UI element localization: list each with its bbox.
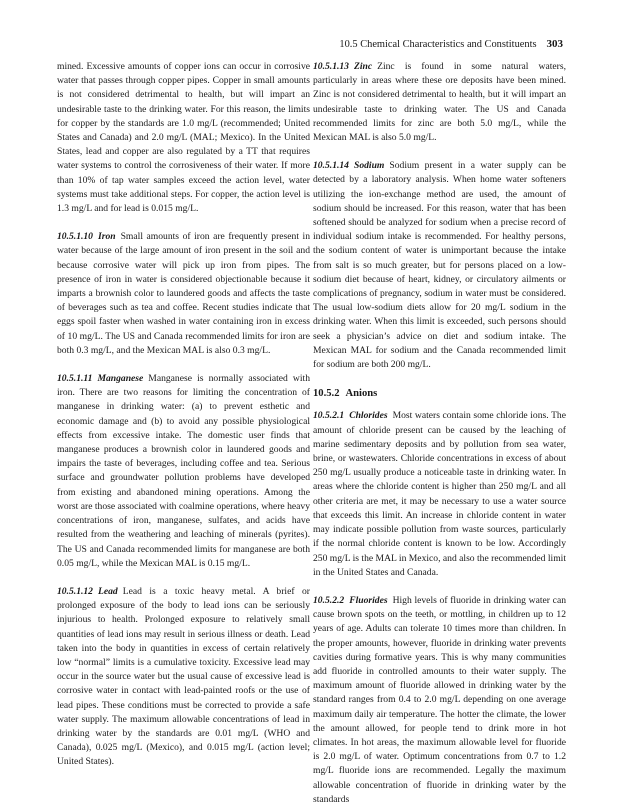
section-fluorides [313, 594, 566, 807]
section-sodium [313, 159, 566, 372]
section-text-zinc: Zinc is found in some natural waters, particularly in areas where these ore deposits have been mined. Zinc is not considered detrimental to health, but it will impart an undesirable taste to drinking water. The US and Canada recommended limits for zinc are both 5.0 mg/L, while the Mexican MAL is also 5.0 mg/L. [313, 61, 566, 144]
right-column [313, 60, 566, 807]
section-text-sodium: Sodium present in a water supply can be detected by a laboratory analysis. When home water softeners utilizing the ion-exchange method are used, the amount of sodium should be increased. For this reason, water that has been softened should be analyzed for sodium when a precise record of individual sodium intake is recommended. For healthy persons, the sodium content of water is unimportant because the intake from salt is so much greater, but for persons placed on a low-sodium diet because of heart, kidney, or circulatory ailments or complications of pregnancy, sodium in water must be considered. The usual low-sodium diets allow for 20 mg/L sodium in the drinking water. When this limit is exceeded, such persons should seek a physician’s advice on diet and sodium intake. The Mexican MAL for sodium and the Canada recommended limit for sodium are both 200 mg/L. [313, 160, 566, 371]
section-heading-lead: 10.5.1.12 Lead [57, 585, 118, 597]
running-header [0, 38, 563, 50]
section-lead [57, 585, 310, 770]
section-zinc [313, 60, 566, 145]
paragraph-copper-continued: mined. Excessive amounts of copper ions can occur in corrosive water that passes through copper pipes. Copper in small amounts is not considered detrimental to health, but will impart an undesirable taste to the drinking water. For this reason, the limits for copper by the standards are 1.0 mg/L (recommended; United States and Canada) and 2.0 mg/L (MAL; Mexico). In the United States, lead and copper are also regulated by a TT that requires water systems to control the corrosiveness of their water. If more than 10% of tap water samples exceed the action level, water systems must take additional steps. For copper, the action level is 1.3 mg/L and for lead is 0.015 mg/L. [57, 61, 310, 215]
section-heading-manganese: 10.5.1.11 Manganese [57, 373, 144, 385]
section-heading-fluorides: 10.5.2.2 Fluorides [313, 594, 388, 606]
section-iron [57, 230, 310, 358]
section-heading-iron: 10.5.1.10 Iron [57, 231, 116, 243]
section-heading-anions: 10.5.2 Anions [313, 388, 378, 400]
section-text-lead: Lead is a toxic heavy metal. A brief or prolonged exposure of the body to lead ions can be seriously injurious to health. Prolonged exposure to relatively small quantities of lead ions may result in serious illness or death. Lead taken into the body in quantities in excess of certain relatively low “normal” limits is a cumulative toxicity. Excessive lead may occur in the source water but the usual cause of excessive lead is corrosive water in contact with lead-painted roofs or the use of lead pipes. These conditions must be corrected to provide a safe water supply. The maximum allowable concentrations of lead in drinking water by the standards are 0.01 mg/L (WHO and Canada), 0.025 mg/L (Mexico), and 0.015 mg/L (action level; United States). [57, 585, 310, 768]
section-text-manganese: Manganese is normally associated with iron. There are two reasons for limiting the concentration of manganese in drinking water: (a) to prevent esthetic and economic damage and (b) to avoid any possible physiological effects from excessive intake. The domestic user finds that manganese produces a brownish color in laundered goods and impairs the taste of beverages, including coffee and tea. Serious surface and groundwater pollution problems have developed from existing and abandoned mining operations. Among the worst are those associated with coalmine operations, where heavy concentrations of iron, manganese, sulfates, and acids have resulted from the weathering and leaching of minerals (pyrites). The US and Canada recommended limits for manganese are both 0.05 mg/L, while the Mexican MAL is 0.15 mg/L. [57, 373, 310, 569]
section-chlorides [313, 409, 566, 579]
page-number: 303 [546, 38, 563, 50]
left-column [57, 60, 310, 770]
section-heading-chlorides: 10.5.2.1 Chlorides [313, 410, 388, 422]
section-manganese [57, 372, 310, 571]
running-title: 10.5 Chemical Characteristics and Constituents [339, 39, 537, 50]
section-heading-zinc: 10.5.1.13 Zinc [313, 61, 373, 72]
section-text-iron: Small amounts of iron are frequently present in water because of the large amount of iron present in the soil and because corrosive water will pick up iron from pipes. The presence of iron in water is considered objectionable because it imparts a brownish color to laundered goods and affects the taste of beverages such as tea and coffee. Recent studies indicate that eggs spoil faster when washed in water containing iron in excess of 10 mg/L. The US and Canada recommended limits for iron are both 0.3 mg/L, and the Mexican MAL is also 0.3 mg/L. [57, 231, 310, 356]
section-text-fluorides: High levels of fluoride in drinking water can cause brown spots on the teeth, or mottling, in children up to 12 years of age. Adults can tolerate 10 times more than children. In the proper amounts, however, fluoride in drinking water prevents cavities during formative years. This is why many communities add fluoride in controlled amounts to their water supply. The maximum amount of fluoride allowed in drinking water by the standard ranges from 0.4 to 2.0 mg/L depending on one average maximum daily air temperature. The hotter the climate, the lower the amount allowed, for people tend to drink more in hot climates. In hot areas, the maximum allowable level for fluoride is 2.0 mg/L of water. Optimum concentrations from 0.7 to 1.2 mg/L fluoride ions are recommended. Legally the maximum allowable concentration of fluoride in drinking water by the standards [313, 594, 566, 805]
section-text-chlorides: Most waters contain some chloride ions. The amount of chloride present can be caused by the leaching of marine sedimentary deposits and by pollution from sea water, brine, or wastewaters. Chloride concentrations in excess of about 250 mg/L usually produce a noticeable taste in drinking water. In areas where the chloride content is higher than 250 mg/L and all other criteria are met, it may be necessary to use a water source that exceeds this limit. An increase in chloride content in water may indicate possible pollution from waste sources, particularly if the normal chloride content is known to be low. Accordingly 250 mg/L is the MAL in Mexico, and also the recommended limit in the United States and Canada. [313, 410, 566, 578]
section-heading-sodium: 10.5.1.14 Sodium [313, 160, 385, 172]
